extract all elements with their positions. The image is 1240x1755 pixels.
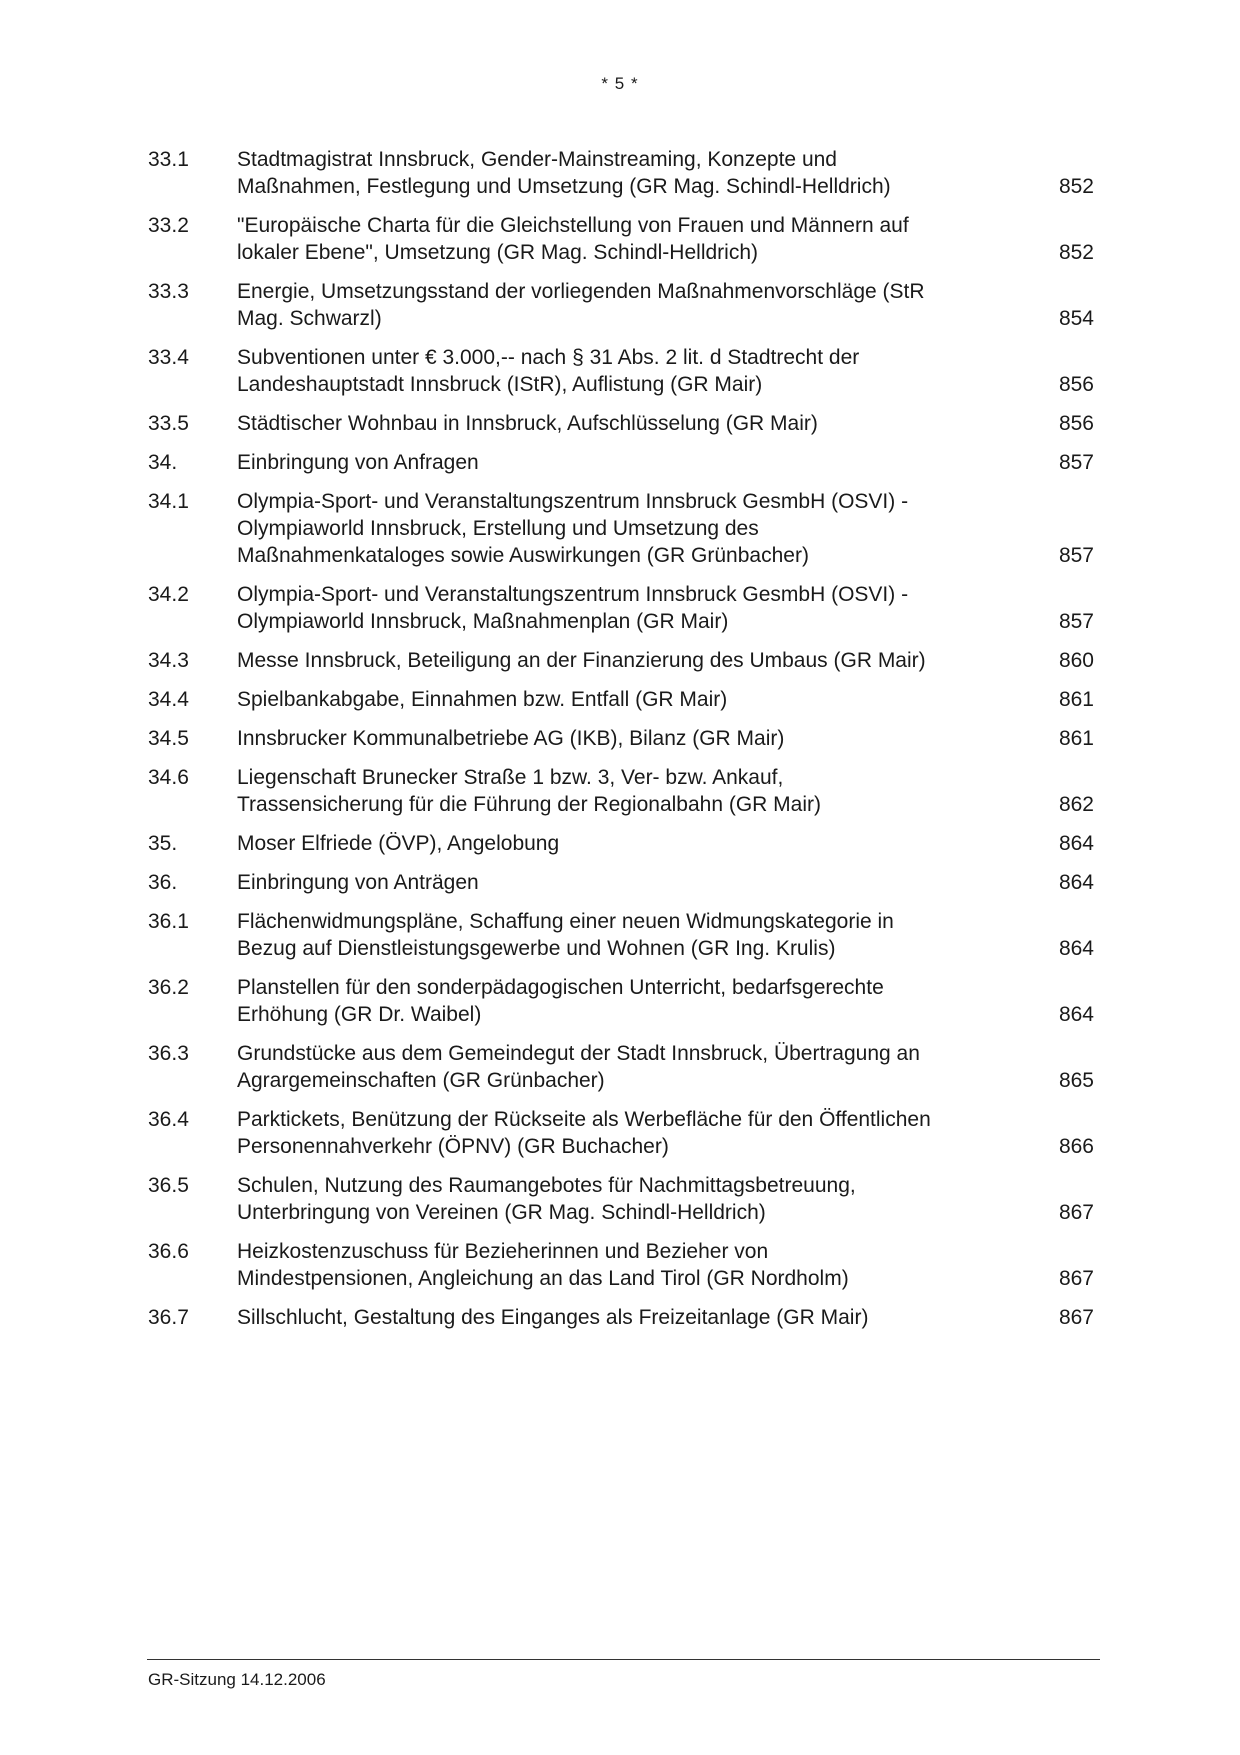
toc-entry-title: Heizkostenzuschuss für Bezieherinnen und Bezieher von Mindestpensionen, Angleichung an das Land Tirol (GR Nordholm): [237, 1240, 849, 1290]
toc-entry-number: 34.2: [148, 583, 189, 606]
toc-entry-number: 36.6: [148, 1240, 189, 1263]
toc-entry-page: 861: [1058, 688, 1094, 711]
toc-entry: [148, 410, 1098, 437]
toc-entry-title: Parktickets, Benützung der Rückseite als Werbefläche für den Öffentlichen Personennahverkehr (ÖPNV) (GR Buchacher): [237, 1108, 931, 1158]
toc-entry: [148, 908, 1098, 962]
toc-entry: [148, 1238, 1098, 1292]
toc-entry-title: Energie, Umsetzungsstand der vorliegenden Maßnahmenvorschläge (StR Mag. Schwarzl): [237, 280, 925, 330]
toc-entry-number: 33.2: [148, 214, 189, 237]
toc-entry: [148, 278, 1098, 332]
toc-entry-page: 867: [1058, 1201, 1094, 1224]
toc-entry: [148, 869, 1098, 896]
toc-entry-number: 35.: [148, 832, 178, 855]
toc-entry-number: 34.4: [148, 688, 189, 711]
toc-entry: [148, 344, 1098, 398]
toc-entry-number: 33.3: [148, 280, 189, 303]
toc-entry-page: 864: [1058, 871, 1094, 894]
toc-entry-page: 857: [1058, 544, 1094, 567]
toc-entry: [148, 830, 1098, 857]
toc-entry-number: 33.1: [148, 148, 189, 171]
toc-entry-page: 856: [1058, 373, 1094, 396]
toc-entry-title: Städtischer Wohnbau in Innsbruck, Aufschlüsselung (GR Mair): [237, 412, 818, 435]
toc-entry-title: Einbringung von Anfragen: [237, 451, 479, 474]
toc-entry-title: Planstellen für den sonderpädagogischen Unterricht, bedarfsgerechte Erhöhung (GR Dr. Waibel): [237, 976, 884, 1026]
toc-entry-number: 36.7: [148, 1306, 189, 1329]
toc-entry-title: Grundstücke aus dem Gemeindegut der Stadt Innsbruck, Übertragung an Agrargemeinschaften (GR Grünbacher): [237, 1042, 920, 1092]
footer-session-date: GR-Sitzung 14.12.2006: [148, 1670, 326, 1689]
toc-entry-number: 36.2: [148, 976, 189, 999]
toc-entry-title: Stadtmagistrat Innsbruck, Gender-Mainstreaming, Konzepte und Maßnahmen, Festlegung und Umsetzung (GR Mag. Schindl-Helldrich): [237, 148, 891, 198]
toc-entry-title: Einbringung von Anträgen: [237, 871, 479, 894]
toc-entry: [148, 449, 1098, 476]
toc-entry-number: 36.4: [148, 1108, 189, 1131]
toc-entry-title: Olympia-Sport- und Veranstaltungszentrum Innsbruck GesmbH (OSVI) - Olympiaworld Innsbruck, Erstellung und Umsetzung des Maßnahmenkataloges sowie Auswirkungen (GR Grünbacher): [237, 490, 909, 567]
toc-entry-number: 34.3: [148, 649, 189, 672]
toc-entry-number: 33.4: [148, 346, 189, 369]
toc-entry: [148, 725, 1098, 752]
toc-entry-title: Spielbankabgabe, Einnahmen bzw. Entfall (GR Mair): [237, 688, 728, 711]
toc-entry-page: 864: [1058, 832, 1094, 855]
toc-entry-page: 861: [1058, 727, 1094, 750]
toc-entry-number: 34.5: [148, 727, 189, 750]
toc-entry-title: Innsbrucker Kommunalbetriebe AG (IKB), Bilanz (GR Mair): [237, 727, 785, 750]
toc-entry-number: 34.1: [148, 490, 189, 513]
toc-entry-number: 36.5: [148, 1174, 189, 1197]
toc-entry-title: Messe Innsbruck, Beteiligung an der Finanzierung des Umbaus (GR Mair): [237, 649, 926, 672]
page-number: * 5 *: [601, 74, 639, 93]
toc-entry-title: Sillschlucht, Gestaltung des Einganges als Freizeitanlage (GR Mair): [237, 1306, 869, 1329]
toc-entry-page: 867: [1058, 1306, 1094, 1329]
toc-entry: [148, 212, 1098, 266]
toc-entry-number: 34.: [148, 451, 178, 474]
toc-entry-page: 857: [1058, 610, 1094, 633]
toc-entry-title: Liegenschaft Brunecker Straße 1 bzw. 3, Ver- bzw. Ankauf, Trassensicherung für die Führung der Regionalbahn (GR Mair): [237, 766, 822, 816]
toc-entry-number: 33.5: [148, 412, 189, 435]
toc-entry-number: 36.3: [148, 1042, 189, 1065]
toc-entry: [148, 1040, 1098, 1094]
toc-entry-page: 867: [1058, 1267, 1094, 1290]
toc-entry: [148, 146, 1098, 200]
toc-entry: [148, 686, 1098, 713]
toc-entry-page: 866: [1058, 1135, 1094, 1158]
toc-entry: [148, 1304, 1098, 1331]
table-of-contents: [148, 146, 1098, 1343]
toc-entry-page: 864: [1058, 1003, 1094, 1026]
toc-entry: [148, 1172, 1098, 1226]
toc-entry-title: Flächenwidmungspläne, Schaffung einer neuen Widmungskategorie in Bezug auf Dienstleistungsgewerbe und Wohnen (GR Ing. Krulis): [237, 910, 894, 960]
toc-entry: [148, 974, 1098, 1028]
toc-entry-page: 857: [1058, 451, 1094, 474]
toc-entry: [148, 647, 1098, 674]
toc-entry-page: 856: [1058, 412, 1094, 435]
toc-entry-title: Olympia-Sport- und Veranstaltungszentrum Innsbruck GesmbH (OSVI) - Olympiaworld Innsbruck, Maßnahmenplan (GR Mair): [237, 583, 909, 633]
toc-entry-page: 862: [1058, 793, 1094, 816]
toc-entry-number: 34.6: [148, 766, 189, 789]
toc-entry-page: 865: [1058, 1069, 1094, 1092]
toc-entry-number: 36.1: [148, 910, 189, 933]
toc-entry-title: "Europäische Charta für die Gleichstellung von Frauen und Männern auf lokaler Ebene", Umsetzung (GR Mag. Schindl-Helldrich): [237, 214, 909, 264]
toc-entry-page: 852: [1058, 175, 1094, 198]
toc-entry-title: Moser Elfriede (ÖVP), Angelobung: [237, 832, 560, 855]
toc-entry-number: 36.: [148, 871, 178, 894]
toc-entry-title: Subventionen unter € 3.000,-- nach § 31 Abs. 2 lit. d Stadtrecht der Landeshauptstadt Innsbruck (IStR), Auflistung (GR Mair): [237, 346, 860, 396]
footer-divider: [147, 1659, 1100, 1660]
toc-entry-page: 864: [1058, 937, 1094, 960]
toc-entry-page: 852: [1058, 241, 1094, 264]
toc-entry-page: 854: [1058, 307, 1094, 330]
toc-entry: [148, 488, 1098, 569]
toc-entry: [148, 764, 1098, 818]
toc-entry: [148, 1106, 1098, 1160]
toc-entry: [148, 581, 1098, 635]
toc-entry-page: 860: [1058, 649, 1094, 672]
toc-entry-title: Schulen, Nutzung des Raumangebotes für Nachmittagsbetreuung, Unterbringung von Vereinen (GR Mag. Schindl-Helldrich): [237, 1174, 856, 1224]
